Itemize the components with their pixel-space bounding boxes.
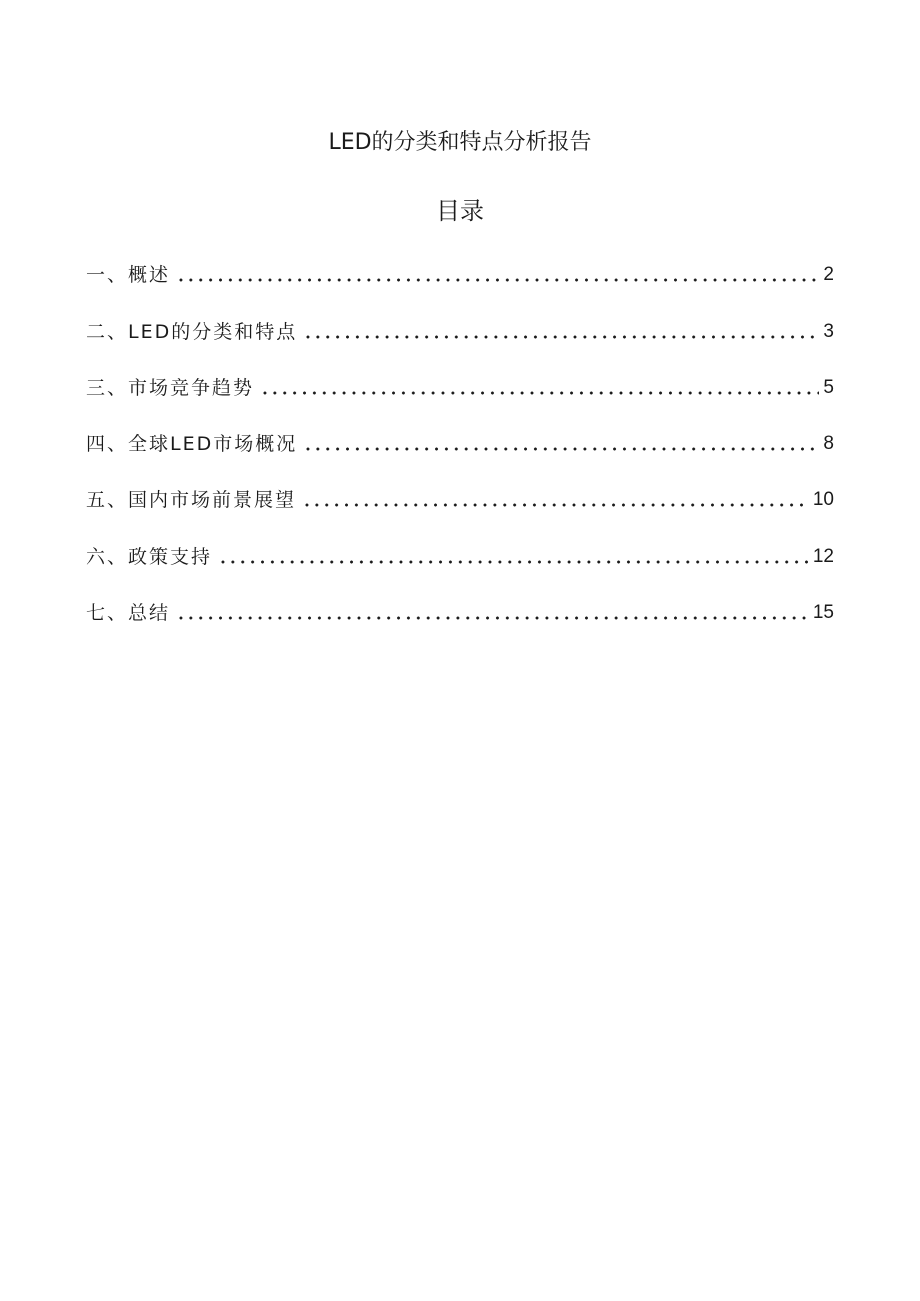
- toc-entry-domestic-outlook[interactable]: [86, 479, 834, 535]
- toc-entry-label: 二、LED的分类和特点: [86, 320, 298, 343]
- toc-dot-leader: [303, 333, 819, 341]
- toc-entry-label: 六、政策支持: [86, 545, 213, 568]
- toc-entry-label: 一、概述: [86, 264, 171, 287]
- toc-entry-label: 五、国内市场前景展望: [86, 489, 297, 512]
- toc-dot-leader: [303, 445, 819, 453]
- toc-entry-global-market[interactable]: [86, 423, 834, 479]
- toc-page-number: 3: [823, 320, 834, 342]
- toc-entry-policy[interactable]: [86, 535, 834, 591]
- toc-entry-label: 三、市场竞争趋势: [86, 376, 255, 399]
- toc-page-number: 5: [823, 376, 834, 398]
- toc-entry-summary[interactable]: [86, 592, 834, 648]
- toc-page-number: 15: [812, 602, 834, 624]
- toc-page-number: 8: [823, 433, 834, 455]
- toc-entry-overview[interactable]: [86, 254, 834, 310]
- document-title: LED的分类和特点分析报告: [328, 130, 592, 155]
- toc-dot-leader: [302, 501, 809, 509]
- toc-dot-leader: [176, 614, 809, 622]
- table-of-contents: [86, 254, 834, 648]
- toc-page-number: 10: [812, 489, 834, 511]
- toc-heading: 目录: [436, 197, 484, 225]
- toc-entry-classification[interactable]: [86, 310, 834, 366]
- toc-page-number: 2: [823, 264, 834, 286]
- toc-entry-label: 七、总结: [86, 602, 171, 625]
- toc-entry-competition[interactable]: [86, 367, 834, 423]
- toc-dot-leader: [218, 558, 809, 566]
- toc-dot-leader: [176, 276, 819, 284]
- toc-entry-label: 四、全球LED市场概况: [86, 433, 298, 456]
- toc-dot-leader: [260, 389, 819, 397]
- toc-page-number: 12: [812, 545, 834, 567]
